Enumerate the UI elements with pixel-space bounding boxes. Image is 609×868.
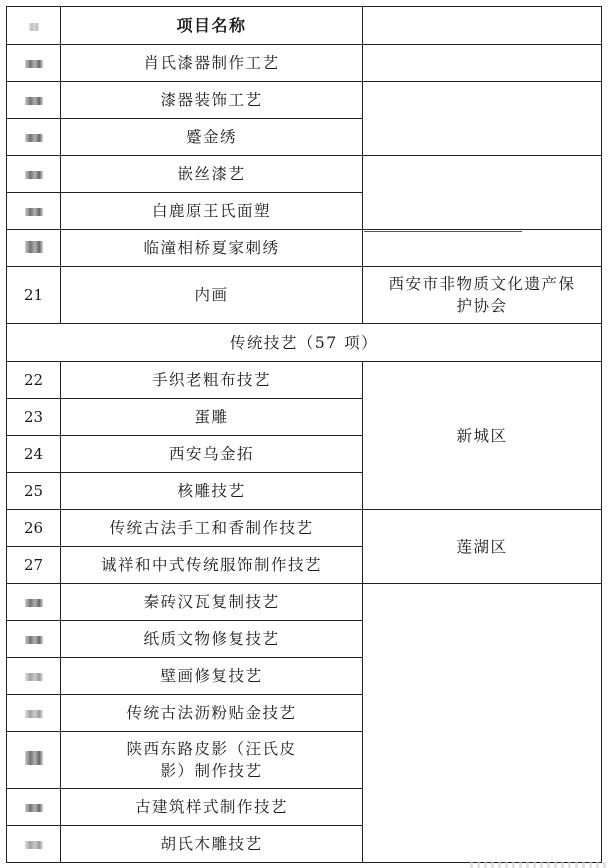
table-row <box>7 362 602 399</box>
smudged-number-mark <box>25 208 43 216</box>
smudged-number-mark <box>25 804 43 812</box>
smudged-number-mark <box>25 636 43 644</box>
scan-edge-noise <box>470 862 609 868</box>
row-name-cell: 古建筑样式制作技艺 <box>61 789 363 826</box>
row-unit-cell <box>363 82 602 156</box>
smudged-number-mark <box>25 673 43 681</box>
smudged-number-mark <box>29 23 39 31</box>
row-number-cell <box>7 789 61 826</box>
row-number-cell <box>7 658 61 695</box>
smudged-number-mark <box>25 97 43 105</box>
section-title: 传统技艺（57 项） <box>7 324 602 362</box>
section-header-row <box>7 324 602 362</box>
row-name-cell: 诚祥和中式传统服饰制作技艺 <box>61 547 363 584</box>
row-name-cell: 肖氏漆器制作工艺 <box>61 45 363 82</box>
row-number-cell <box>7 584 61 621</box>
row-unit-cell <box>363 230 602 267</box>
row-number-cell: 25 <box>7 473 61 510</box>
header-name-cell: 项目名称 <box>61 7 363 45</box>
faint-divider-line <box>364 231 522 232</box>
row-number-cell <box>7 45 61 82</box>
row-number-cell: 21 <box>7 267 61 324</box>
row-name-cell: 陕西东路皮影（汪氏皮影）制作技艺 <box>61 732 363 789</box>
row-name-cell: 纸质文物修复技艺 <box>61 621 363 658</box>
row-number-cell <box>7 826 61 863</box>
row-name-cell: 蛋雕 <box>61 399 363 436</box>
table-row <box>7 584 602 621</box>
smudged-number-mark <box>25 241 43 253</box>
row-unit-cell <box>363 156 602 230</box>
row-unit-cell: 莲湖区 <box>363 510 602 584</box>
row-name-cell: 漆器装饰工艺 <box>61 82 363 119</box>
table-header-row <box>7 7 602 45</box>
row-name-cell: 壁画修复技艺 <box>61 658 363 695</box>
smudged-number-mark <box>25 134 43 142</box>
row-name-cell: 胡氏木雕技艺 <box>61 826 363 863</box>
row-number-cell <box>7 695 61 732</box>
row-name-cell: 秦砖汉瓦复制技艺 <box>61 584 363 621</box>
row-number-cell: 24 <box>7 436 61 473</box>
smudged-number-mark <box>25 751 43 765</box>
row-name-cell: 临潼相桥夏家刺绣 <box>61 230 363 267</box>
row-number-cell <box>7 119 61 156</box>
row-unit-cell: 西安市非物质文化遗产保护协会 <box>363 267 602 324</box>
row-name-cell: 传统古法沥粉贴金技艺 <box>61 695 363 732</box>
row-name-cell: 白鹿原王氏面塑 <box>61 193 363 230</box>
row-number-cell: 26 <box>7 510 61 547</box>
row-name-cell: 嵌丝漆艺 <box>61 156 363 193</box>
table-row <box>7 156 602 193</box>
row-name-cell: 核雕技艺 <box>61 473 363 510</box>
header-number-cell <box>7 7 61 45</box>
row-number-cell <box>7 621 61 658</box>
row-number-cell: 27 <box>7 547 61 584</box>
row-name-cell: 内画 <box>61 267 363 324</box>
row-name-cell: 传统古法手工和香制作技艺 <box>61 510 363 547</box>
row-unit-cell <box>363 45 602 82</box>
row-name-cell: 蹙金绣 <box>61 119 363 156</box>
row-number-cell <box>7 156 61 193</box>
row-number-cell: 22 <box>7 362 61 399</box>
smudged-number-mark <box>25 841 43 849</box>
row-unit-cell <box>363 584 602 863</box>
table-row <box>7 230 602 267</box>
row-number-cell <box>7 230 61 267</box>
row-unit-cell: 新城区 <box>363 362 602 510</box>
smudged-number-mark <box>25 599 43 607</box>
smudged-number-mark <box>25 171 43 179</box>
table-row <box>7 82 602 119</box>
row-number-cell <box>7 193 61 230</box>
smudged-number-mark <box>25 710 43 718</box>
smudged-number-mark <box>25 60 43 68</box>
row-number-cell <box>7 732 61 789</box>
row-number-cell: 23 <box>7 399 61 436</box>
row-number-cell <box>7 82 61 119</box>
header-unit-cell <box>363 7 602 45</box>
row-name-cell: 手织老粗布技艺 <box>61 362 363 399</box>
table-row <box>7 510 602 547</box>
row-name-cell: 西安乌金拓 <box>61 436 363 473</box>
table-row <box>7 267 602 324</box>
heritage-table <box>6 6 602 863</box>
table-row <box>7 45 602 82</box>
